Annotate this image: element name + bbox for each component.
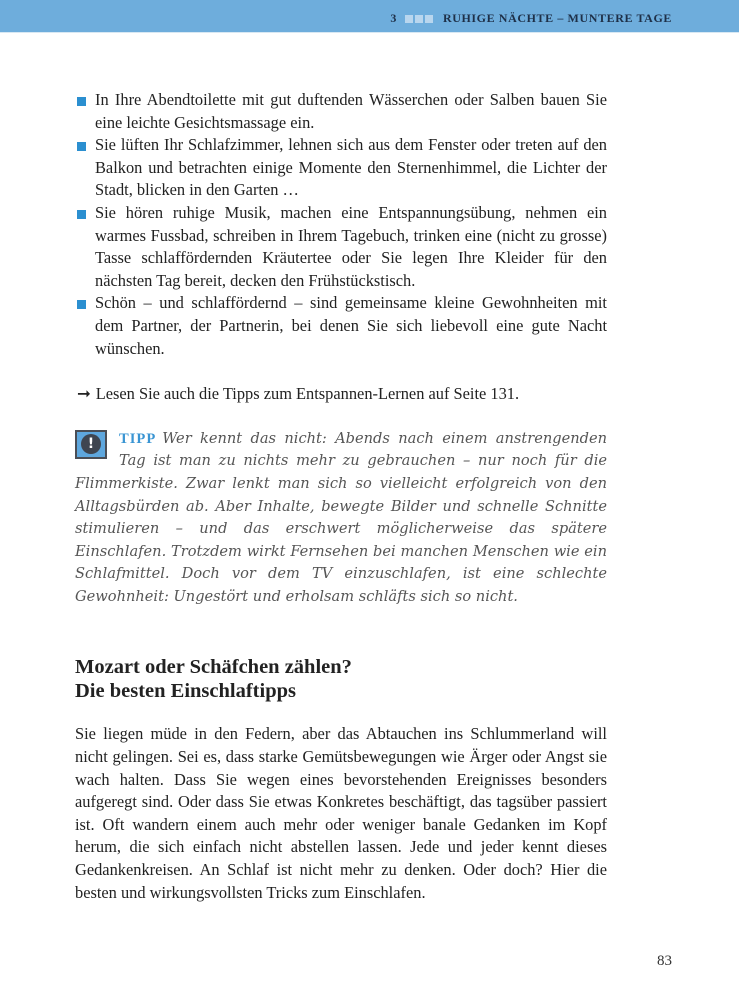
bullet-list: [75, 89, 607, 360]
body-paragraph: Sie liegen müde in den Federn, aber das Abtauchen ins Schlummerland will nicht gelingen. Sei es, dass starke Gemütsbewegungen wie Ärger oder Angst sie wach halten. Dass Sie wegen eines bevorstehenden Ereignisses besonders aufgeregt sind. Oder dass Sie etwas Konkretes beschäftigt, das tagsüber passiert ist. Oft wandern einem auch mehr oder weniger banale Gedanken im Kopf herum, die sich einfach nicht abstellen lassen. Jede und jeder kennt dieses Gedankenkreisen. An Schlaf ist nicht mehr zu denken. Oder doch? Hier die besten und wirkungsvollsten Tricks zum Einschlafen.: [75, 724, 607, 902]
cross-reference-text: Lesen Sie auch die Tipps zum Entspannen-Lernen auf Seite 131.: [95, 384, 520, 404]
list-item: [75, 202, 607, 292]
square-icon: [405, 15, 413, 23]
arrow-right-icon: ➞: [77, 384, 91, 404]
list-item-text: In Ihre Abendtoilette mit gut duftenden Wässerchen oder Salben bauen Sie eine leichte Gesichtsmassage ein.: [95, 90, 607, 132]
decorative-squares: [405, 15, 435, 23]
running-head: [390, 11, 672, 26]
exclamation-icon: [75, 430, 107, 459]
square-bullet-icon: [77, 210, 86, 219]
section-title-line1: Mozart oder Schäfchen zählen?: [75, 656, 352, 679]
running-title: RUHIGE NÄCHTE – MUNTERE TAGE: [442, 11, 672, 25]
running-header-bar: [0, 0, 739, 33]
square-bullet-icon: [77, 97, 86, 106]
section-title-line2: Die besten Einschlaftipps: [75, 680, 296, 703]
list-item: [75, 292, 607, 360]
cross-reference: [75, 383, 607, 406]
list-item-text: Sie lüften Ihr Schlafzimmer, lehnen sich aus dem Fenster oder treten auf den Balkon und betrachten einige Momente den Sternenhimmel, die Lichter der Stadt, blicken in den Garten …: [95, 135, 607, 200]
section-title: [75, 655, 607, 703]
list-item-text: Sie hören ruhige Musik, machen eine Entspannungsübung, nehmen ein warmes Fussbad, schreiben in Ihrem Tagebuch, trinken eine (nicht zu grosse) Tasse schlaffördernden Kräutertee oder Sie legen Ihre Kleider für den nächsten Tag bereit, decken den Frühstückstisch.: [95, 202, 607, 290]
list-item-text: Schön – und schlaffördernd – sind gemeinsame kleine Gewohnheiten mit dem Partner, der Partnerin, bei denen Sie sich liebevoll eine gute Nacht wünschen.: [95, 293, 607, 358]
chapter-number: 3: [390, 11, 397, 25]
tip-label: TIPP: [119, 430, 157, 447]
list-item: [75, 134, 607, 202]
list-item: [75, 89, 607, 134]
page-number: 83: [657, 953, 672, 969]
square-icon: [415, 15, 423, 23]
tip-text: Wer kennt das nicht: Abends nach einem anstrengenden Tag ist man zu nichts mehr zu gebrauchen – nur noch für die Flimmerkiste. Zwar lenkt man sich so vielleicht erfolgreich von den Alltagsbürden ab. Aber Inhalte, bewegte Bilder und schnelle Schnitte stimulieren – und das erschwert möglicherweise das spätere Einschlafen. Trotzdem wirkt Fernsehen bei manchen Menschen wie ein Schlafmittel. Doch vor dem TV einzuschlafen, ist eine schlechte Gewohnheit: Ungestört und erholsam schläfts sich so nicht.: [75, 429, 607, 605]
tip-box: [75, 428, 607, 609]
exclamation-circle: !: [81, 434, 101, 454]
square-icon: [425, 15, 433, 23]
page-content: [75, 89, 607, 904]
square-bullet-icon: [77, 300, 86, 309]
square-bullet-icon: [77, 142, 86, 151]
